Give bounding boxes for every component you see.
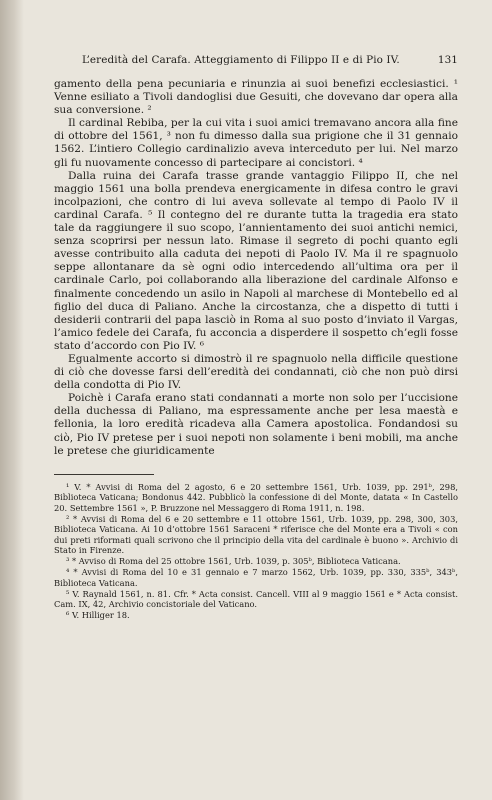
footnote: ⁵ V. Raynald 1561, n. 81. Cfr. * Acta consist. Cancell. VIII al 9 maggio 1561 e * Acta consist. Cam. IX, 42, Archivio concistoriale del Vaticano. — [54, 588, 458, 610]
paragraph: gamento della pena pecuniaria e rinunzia ai suoi benefizi ecclesiastici. ¹ Venne esiliato a Tivoli dandoglisi due Gesuiti, che dovevano dar opera alla sua conversione. ² — [54, 78, 458, 117]
paragraph: Egualmente accorto si dimostrò il re spagnuolo nella difficile questione di ciò che dovesse farsi dell’eredità dei condannati, ciò che non può dirsi della condotta di Pio IV. — [54, 352, 458, 392]
footnote: ³ * Avviso di Roma del 25 ottobre 1561, Urb. 1039, p. 305ᵇ, Biblioteca Vaticana. — [66, 556, 401, 567]
footnote: ¹ V. * Avvisi di Roma del 2 agosto, 6 e 20 settembre 1561, Urb. 1039, pp. 291ᵇ, 298, Biblioteca Vaticana; Bondonus 442. Pubblicò la confessione di del Monte, datata « In Castello 20. Settembre 1561 », P. Bruzzone nel Messaggero di Roma 1911, n. 198. — [54, 481, 458, 513]
paragraph: Poichè i Carafa erano stati condannati a morte non solo per l’uccisione della duchessa di Paliano, ma espressamente anche per lesa maestà e fellonia, la loro eredità ricadeva alla Camera apostolica. Fondandosi su ciò, Pio IV pretese per i suoi nepoti non solamente i beni mobili, ma anche le pretese che giuridicamente — [54, 392, 458, 457]
running-title: L’eredità del Carafa. Atteggiamento di Filippo II e di Pio IV. — [82, 54, 400, 66]
paragraph: Il cardinal Rebiba, per la cui vita i suoi amici tremavano ancora alla fine di ottobre del 1561, ³ non fu dimesso dalla sua prigione che il 31 gennaio 1562. L’intiero Collegio cardinalizio aveva interceduto per lui. Nel marzo gli fu nuovamente concesso di partecipare ai concistori. ⁴ — [54, 117, 458, 169]
main-text — [54, 78, 458, 458]
footnote-divider — [54, 474, 154, 475]
footnotes — [54, 482, 458, 621]
page-header — [54, 54, 458, 66]
page-number: 131 — [437, 54, 458, 66]
paragraph: Dalla ruina dei Carafa trasse grande vantaggio Filippo II, che nel maggio 1561 una bolla prendeva energicamente in difesa contro le gravi incolpazioni, che contro di lui aveva sollevate al tempo di Paolo IV il cardinal Carafa. ⁵ Il contegno del re durante tutta la tragedia era stato tale da raggiungere il suo scopo, l’annientamento dei suoi antichi nemici, senza scoprirsi per nessun lato. Rimase il segreto di pochi quanto egli avesse contribuito alla caduta dei nepoti di Paolo IV. Ma il re spagnuolo seppe allontanare da sè ogni odio intercedendo all’ultima ora per il cardinale Carlo, poi collaborando alla liberazione del cardinale Alfonso e finalmente concedendo un asilo in Napoli al marchese di Montebello ed al figlio del duca di Paliano. Anche la circostanza, che a dispetto di tutti i desiderii contrarii del papa lasciò in Roma al suo posto d’inviato il Vargas, l’amico fedele dei Carafa, fu acconcia a disperdere il sospetto ch’egli fosse stato d’accordo con Pio IV. ⁶ — [54, 169, 458, 352]
footnote: ⁴ * Avvisi di Roma del 10 e 31 gennaio e 7 marzo 1562, Urb. 1039, pp. 330, 335ᵇ, 343ᵇ, Biblioteca Vaticana. — [54, 567, 458, 588]
footnote: ² * Avvisi di Roma del 6 e 20 settembre e 11 ottobre 1561, Urb. 1039, pp. 298, 300, 303, Biblioteca Vaticana. Ai 10 d’ottobre 1561 Saraceni * riferisce che del Monte era a Tivoli « con dui preti riformati quali scrivono che il principio della vita del cardinale è buono ». Archivio di Stato in Firenze. — [54, 513, 458, 556]
footnote: ⁶ V. Hilliger 18. — [66, 610, 130, 621]
